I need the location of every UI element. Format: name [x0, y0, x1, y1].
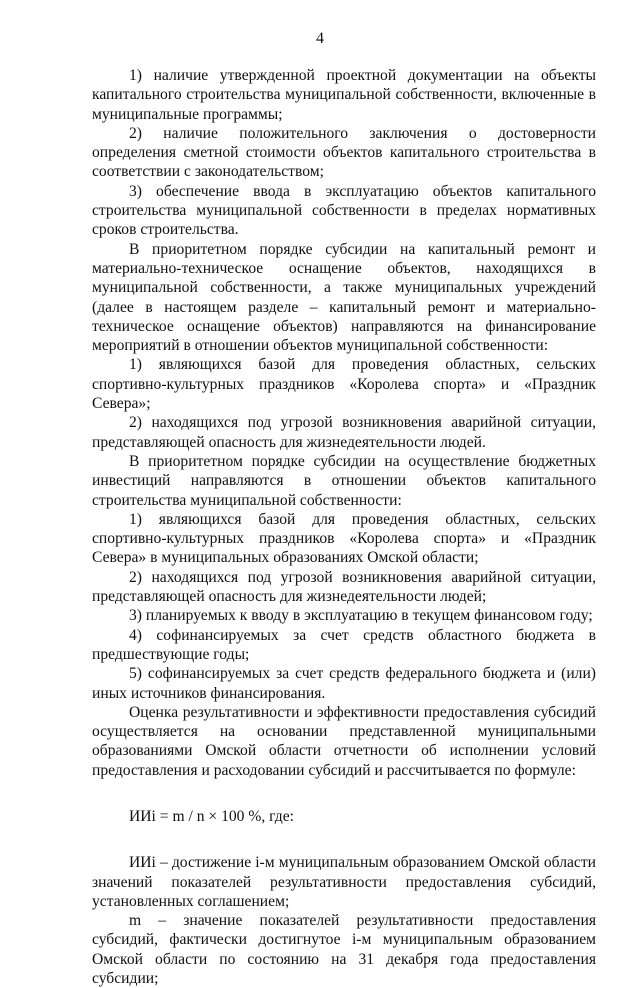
spacer	[92, 780, 596, 793]
paragraph: 3) планируемых к вводу в эксплуатацию в текущем финансовом году;	[129, 607, 593, 625]
paragraph: 2) находящихся под угрозой возникновения аварийной ситуации, представляющей опасность для жизнедеятельности людей;	[92, 568, 596, 606]
paragraph: 4) софинансируемых за счет средств областного бюджета в предшествующие годы;	[92, 626, 596, 663]
paragraph: Оценка результативности и эффективности предоставления субсидий осуществляется на основании представленной муниципальными образованиями Омской области отчетности об исполнении условий предоставления и расходовании субсидий и рассчитывается по формуле:	[92, 703, 596, 779]
spacer	[92, 840, 596, 853]
paragraph: 2) наличие положительного заключения о достоверности определения сметной стоимости объектов капитального строительства в соответствии с законодательством;	[92, 124, 596, 181]
paragraph: 3) обеспечение ввода в эксплуатацию объектов капитального строительства муниципальной собственности в пределах нормативных сроков строительства.	[92, 182, 596, 239]
paragraph: 2) находящихся под угрозой возникновения аварийной ситуации, представляющей опасность для жизнедеятельности людей.	[92, 414, 596, 451]
paragraph: 1) являющихся базой для проведения областных, сельских спортивно-культурных праздников «Королева спорта» и «Праздник Севера» в муниципальных образованиях Омской области;	[92, 510, 596, 567]
paragraph: В приоритетном порядке субсидии на осуществление бюджетных инвестиций направляются в отношении объектов капитального строительства муниципальной собственности:	[92, 452, 596, 509]
definition: ИИi – достижение i-м муниципальным образованием Омской области значений показателей результативности предоставления субсидий, установленных соглашением;	[92, 854, 596, 910]
paragraph: 1) наличие утвержденной проектной документации на объекты капитального строительства муниципальной собственности, включенные в муниципальные программы;	[92, 67, 596, 123]
formula: ИИi = m / n × 100 %, где:	[129, 807, 294, 825]
document-body	[92, 66, 596, 988]
paragraph: В приоритетном порядке субсидии на капитальный ремонт и материально-техническое оснащение объектов, находящихся в муниципальной собственности, а также муниципальных учреждений (далее в настоящем разделе – капитальный ремонт и материально-техническое оснащение объектов) направляются на финансирование мероприятий в отношении объектов муниципальной собственности:	[92, 240, 596, 355]
page-number: 4	[316, 30, 324, 47]
paragraph: 5) софинансируемых за счет средств федерального бюджета и (или) иных источников финансирования.	[92, 665, 596, 702]
definition: m – значение показателей результативности предоставления субсидий, фактически достигнутое i-м муниципальным образованием Омской области по состоянию на 31 декабря года предоставления субсидии;	[92, 912, 596, 988]
paragraph: 1) являющихся базой для проведения областных, сельских спортивно-культурных праздников «Королева спорта» и «Праздник Севера»;	[92, 356, 596, 413]
